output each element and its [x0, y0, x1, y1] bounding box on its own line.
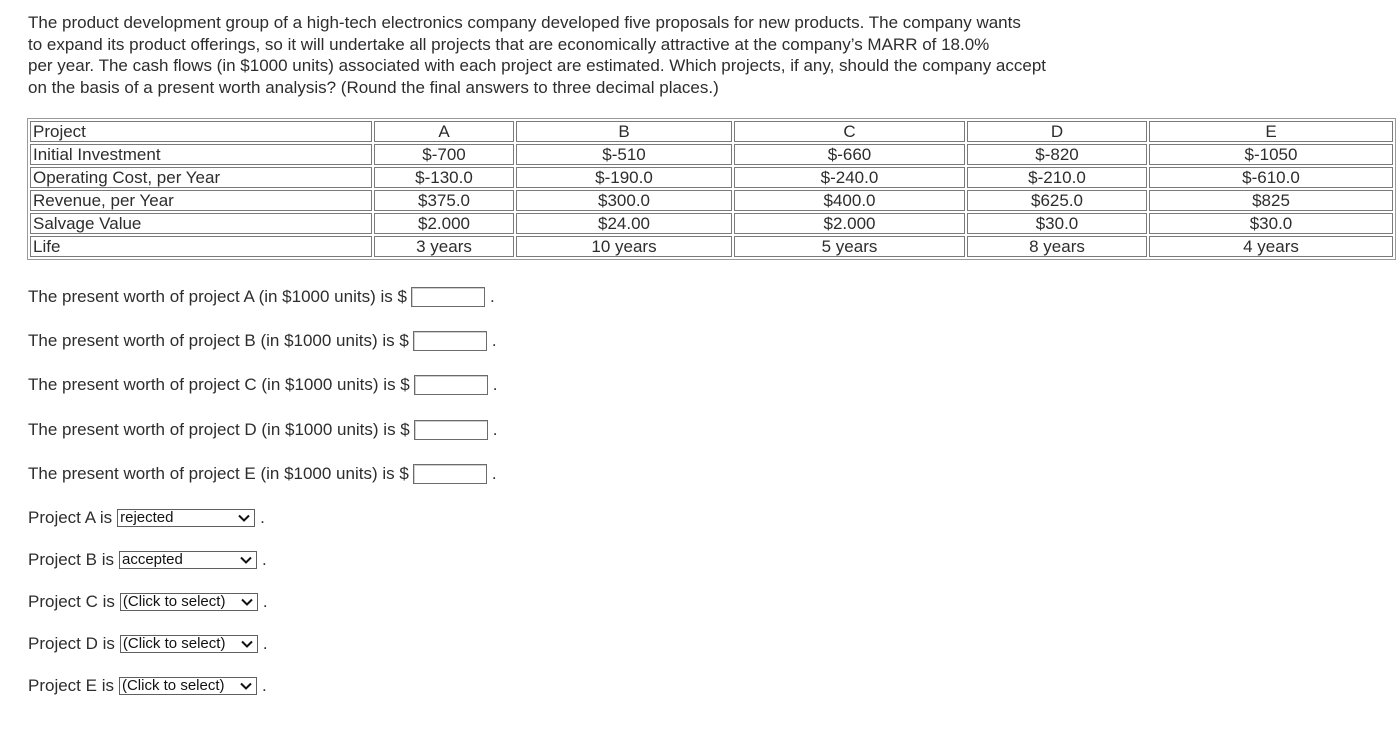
decision-select-d[interactable] — [120, 635, 258, 653]
period: . — [261, 676, 267, 695]
pw-input-e[interactable] — [413, 464, 487, 484]
header-project-e: E — [1149, 121, 1393, 142]
table-cell: $825 — [1149, 190, 1393, 211]
table-row — [30, 190, 1393, 211]
table-row — [30, 236, 1393, 257]
table-cell: $2.000 — [374, 213, 514, 234]
selected-value: rejected — [120, 509, 174, 526]
pw-input-a[interactable] — [411, 287, 485, 307]
header-project-b: B — [516, 121, 732, 142]
table-cell: $2.000 — [734, 213, 965, 234]
period: . — [260, 508, 265, 527]
table-cell: $-210.0 — [967, 167, 1147, 188]
decision-d — [28, 632, 268, 656]
row-label: Revenue, per Year — [30, 190, 372, 211]
pw-label-c: The present worth of project C (in $1000 units) is $ — [28, 375, 410, 394]
pw-input-b[interactable] — [413, 331, 487, 351]
row-label: Life — [30, 236, 372, 257]
chevron-down-icon — [239, 679, 253, 693]
header-project-label: Project — [30, 121, 372, 142]
header-project-c: C — [734, 121, 965, 142]
period: . — [262, 592, 268, 611]
table-cell: $30.0 — [1149, 213, 1393, 234]
table-cell: $375.0 — [374, 190, 514, 211]
period: . — [491, 464, 497, 483]
problem-line: per year. The cash flows (in $1000 units) associated with each project are estimated. Which projects, if any, should the company accept — [28, 56, 1047, 75]
chevron-down-icon — [240, 595, 254, 609]
table-cell: 3 years — [374, 236, 514, 257]
chevron-down-icon — [239, 553, 253, 567]
pw-question-e — [28, 462, 497, 486]
chevron-down-icon — [237, 511, 251, 525]
period: . — [491, 331, 497, 350]
table-cell: $-610.0 — [1149, 167, 1393, 188]
table-cell: 5 years — [734, 236, 965, 257]
table-cell: $-190.0 — [516, 167, 732, 188]
pw-question-a — [28, 285, 495, 309]
decision-label-a: Project A is — [28, 508, 113, 527]
table-cell: 8 years — [967, 236, 1147, 257]
pw-label-d: The present worth of project D (in $1000 units) is $ — [28, 420, 410, 439]
decision-b — [28, 548, 267, 572]
pw-label-b: The present worth of project B (in $1000 units) is $ — [28, 331, 409, 350]
period: . — [261, 550, 267, 569]
table-cell: $-240.0 — [734, 167, 965, 188]
period: . — [262, 634, 268, 653]
row-label: Operating Cost, per Year — [30, 167, 372, 188]
row-label: Salvage Value — [30, 213, 372, 234]
decision-c — [28, 590, 268, 614]
header-project-d: D — [967, 121, 1147, 142]
selected-value: accepted — [121, 551, 183, 568]
problem-line: on the basis of a present worth analysis? (Round the final answers to three decimal places.) — [28, 77, 719, 97]
pw-question-d — [28, 418, 497, 442]
table-cell: $-510 — [516, 144, 732, 165]
pw-input-d[interactable] — [414, 420, 488, 440]
problem-line: to expand its product offerings, so it will undertake all projects that are economically attractive at the company’s MARR of 18.0% — [28, 34, 990, 54]
table-cell: $-660 — [734, 144, 965, 165]
cash-flow-table — [27, 118, 1396, 260]
decision-label-d: Project D is — [28, 634, 115, 653]
table-row — [30, 144, 1393, 165]
table-cell: $-700 — [374, 144, 514, 165]
pw-label-a: The present worth of project A (in $1000 units) is $ — [28, 287, 407, 306]
decision-label-c: Project C is — [28, 592, 115, 611]
period: . — [492, 375, 498, 394]
table-header-row — [30, 121, 1393, 142]
problem-statement — [28, 12, 1168, 98]
table-cell: $400.0 — [734, 190, 965, 211]
table-cell: 4 years — [1149, 236, 1393, 257]
table-cell: $30.0 — [967, 213, 1147, 234]
selected-value: (Click to select) — [122, 593, 226, 610]
chevron-down-icon — [240, 637, 254, 651]
decision-select-c[interactable] — [120, 593, 258, 611]
selected-value: (Click to select) — [122, 635, 226, 652]
decision-a — [28, 506, 265, 530]
table-cell: $300.0 — [516, 190, 732, 211]
row-label: Initial Investment — [30, 144, 372, 165]
pw-question-c — [28, 373, 497, 397]
selected-value: (Click to select) — [121, 677, 225, 694]
table-row — [30, 213, 1393, 234]
decision-select-b[interactable] — [119, 551, 257, 569]
table-cell: $24.00 — [516, 213, 732, 234]
table-cell: $625.0 — [967, 190, 1147, 211]
table-cell: 10 years — [516, 236, 732, 257]
decision-select-e[interactable] — [119, 677, 257, 695]
pw-input-c[interactable] — [414, 375, 488, 395]
period: . — [492, 420, 498, 439]
decision-label-b: Project B is — [28, 550, 114, 569]
pw-question-b — [28, 329, 497, 353]
table-cell: $-820 — [967, 144, 1147, 165]
table-cell: $-130.0 — [374, 167, 514, 188]
decision-e — [28, 674, 267, 698]
header-project-a: A — [374, 121, 514, 142]
pw-label-e: The present worth of project E (in $1000 units) is $ — [28, 464, 409, 483]
table-row — [30, 167, 1393, 188]
table-cell: $-1050 — [1149, 144, 1393, 165]
period: . — [489, 287, 495, 306]
decision-select-a[interactable] — [117, 509, 255, 527]
decision-label-e: Project E is — [28, 676, 114, 695]
problem-line: The product development group of a high-tech electronics company developed five proposals for new products. The company wants — [28, 13, 1021, 32]
